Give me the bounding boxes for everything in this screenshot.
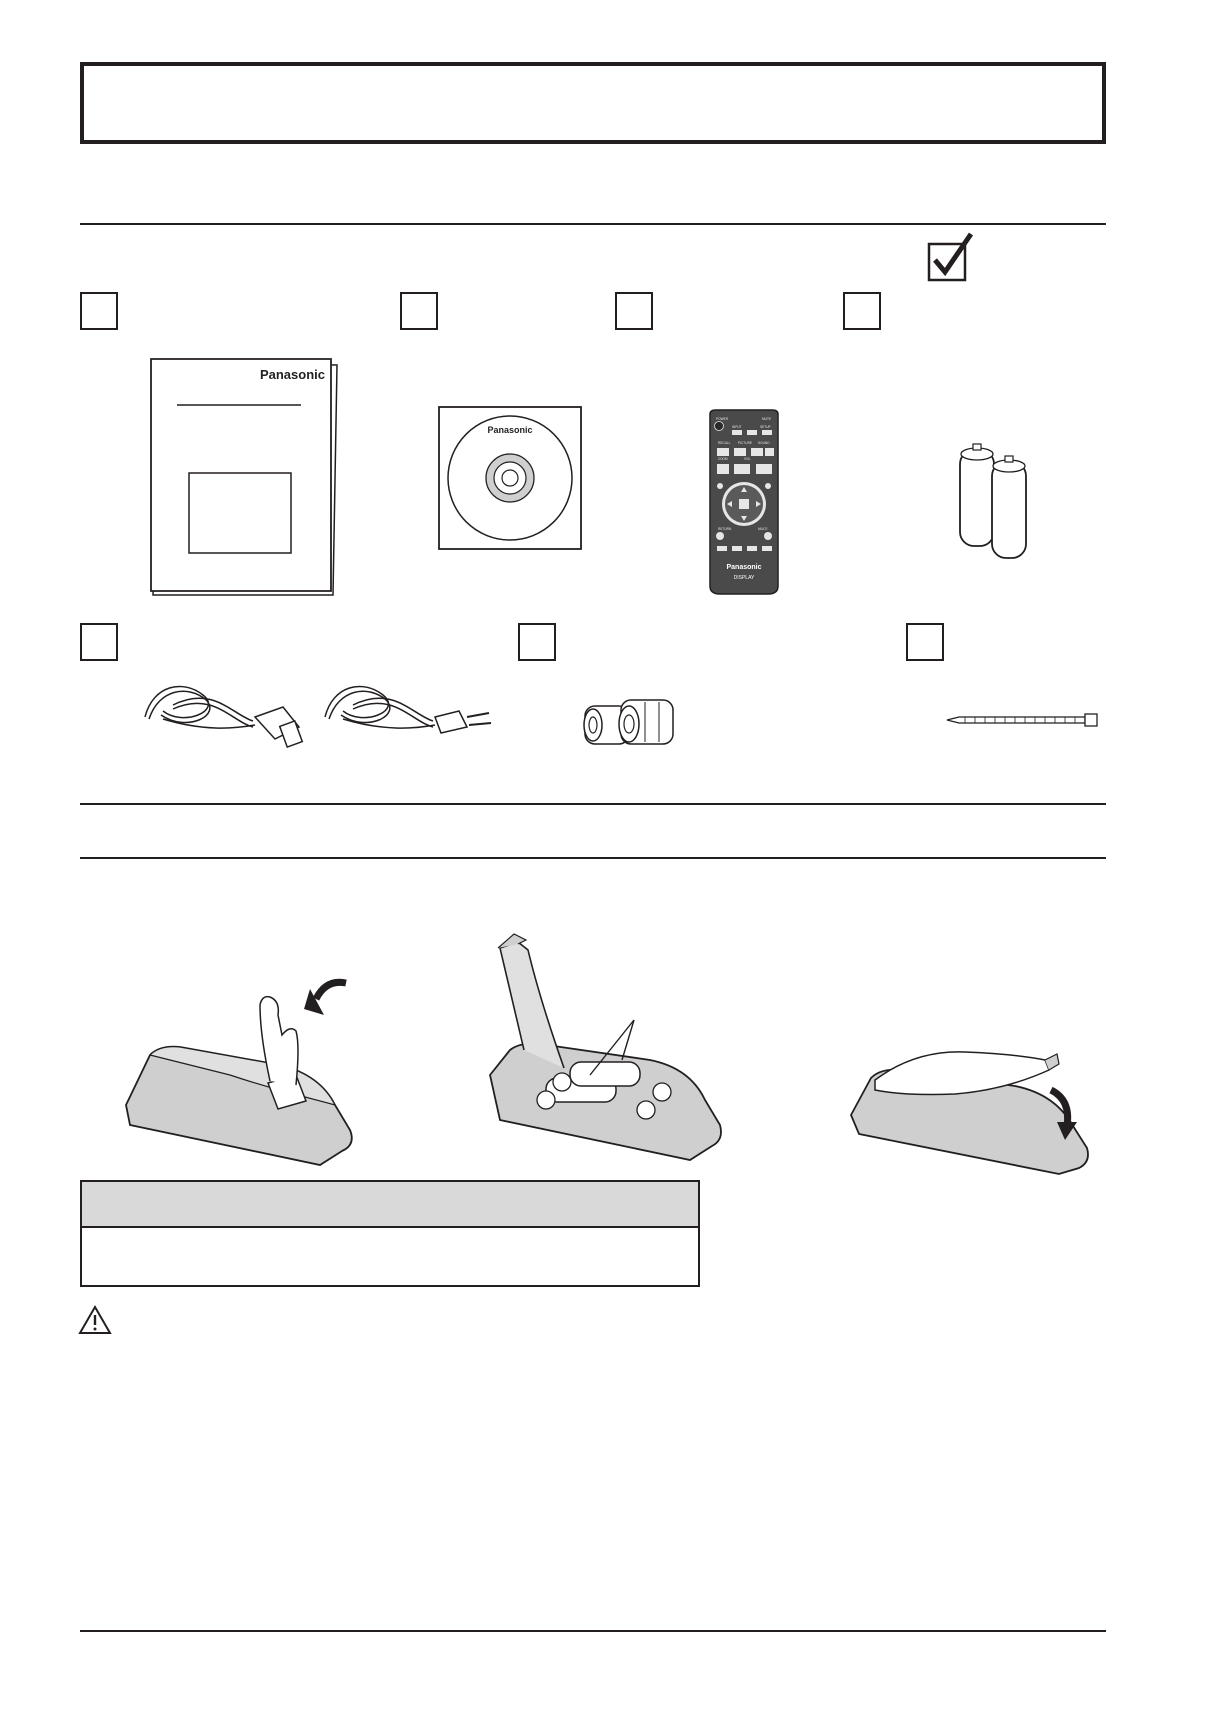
warning-triangle-icon [78, 1305, 112, 1335]
note-box [80, 1180, 700, 1287]
remote-label-multi: MULTI [758, 527, 768, 531]
checkbox-operating-instructions[interactable] [80, 292, 118, 330]
batteries-illustration [952, 440, 1042, 560]
operating-instructions-booklet [145, 355, 345, 605]
cd-rom-illustration [437, 405, 585, 551]
remote-label-setup: SETUP [760, 425, 771, 429]
section-divider-install [80, 857, 1106, 859]
checkbox-remote-control[interactable] [615, 292, 653, 330]
checkbox-cd-rom[interactable] [400, 292, 438, 330]
remote-label-picture: PICTURE [738, 441, 752, 445]
checkbox-batteries[interactable] [843, 292, 881, 330]
checkbox-ferrite-cores[interactable] [518, 623, 556, 661]
remote-brand-logo: Panasonic [726, 564, 762, 571]
remote-label-return: RETURN [718, 527, 732, 531]
booklet-brand-logo: Panasonic [259, 367, 325, 382]
remote-label-zoom: ZOOM [718, 457, 728, 461]
battery-step-close-cover [845, 1030, 1095, 1175]
remote-label-vol: VOL [744, 457, 751, 461]
battery-step-open-cover [120, 975, 360, 1175]
page-title-box [80, 62, 1106, 144]
section-divider-batteries [80, 803, 1106, 805]
note-box-header [82, 1182, 698, 1228]
clamper-cable-tie-illustration [945, 710, 1100, 730]
remote-label-input: INPUT [732, 425, 742, 429]
footer-divider [80, 1630, 1106, 1632]
checkbox-clamper[interactable] [906, 623, 944, 661]
remote-label-power: POWER [716, 417, 729, 421]
remote-display-label: DISPLAY [733, 575, 755, 581]
remote-label-recall: RECALL [718, 441, 731, 445]
ac-cord-uk-illustration [143, 675, 313, 755]
remote-label-mute: MUTE [762, 417, 772, 421]
remote-control-illustration [704, 408, 784, 598]
remote-label-sound: SOUND [758, 441, 770, 445]
battery-step-insert-batteries [480, 930, 730, 1175]
cd-brand-logo: Panasonic [487, 425, 533, 435]
section-divider-accessories [80, 223, 1106, 225]
checkmark-box-icon [925, 230, 975, 284]
checkbox-ac-cords[interactable] [80, 623, 118, 661]
remote-dpad-center [739, 499, 749, 509]
ac-cord-eu-illustration [323, 675, 493, 755]
ferrite-cores-illustration [575, 690, 685, 760]
remote-power-button [715, 422, 724, 431]
